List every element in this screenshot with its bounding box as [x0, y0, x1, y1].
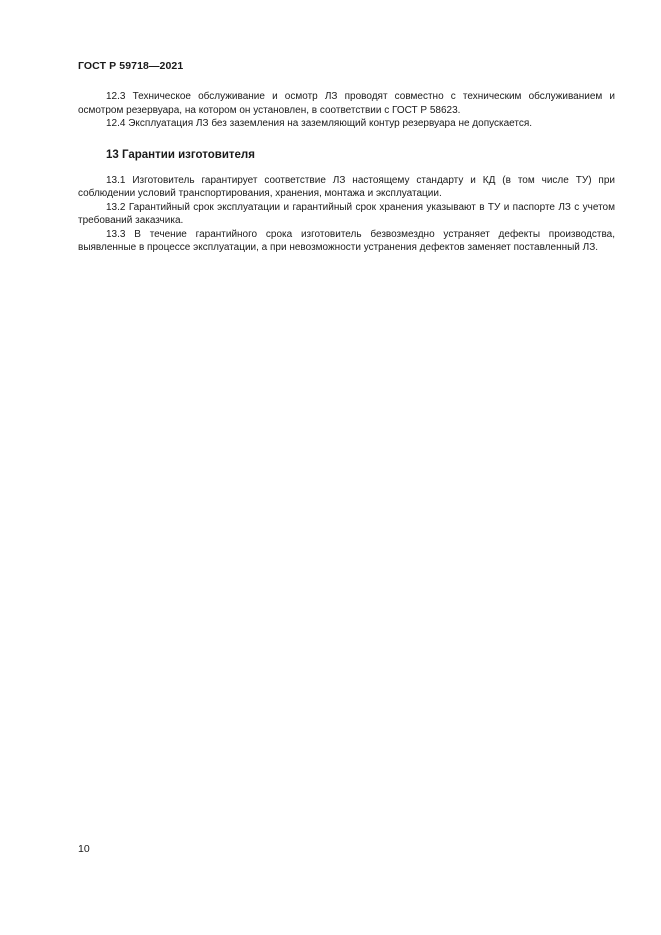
page-number: 10 [78, 843, 90, 855]
document-body [78, 90, 615, 255]
paragraph-13-1: 13.1 Изготовитель гарантирует соответствие ЛЗ настоящему стандарту и КД (в том числе ТУ) при соблюдении условий транспортирования, хранения, монтажа и эксплуатации. [78, 174, 615, 199]
document-code-header: ГОСТ Р 59718—2021 [78, 60, 184, 72]
section-heading-13: 13 Гарантии изготовителя [106, 148, 255, 161]
paragraph-12-3: 12.3 Техническое обслуживание и осмотр ЛЗ проводят совместно с техническим обслуживанием и осмотром резервуара, на котором он установлен, в соответствии с ГОСТ Р 58623. [78, 91, 615, 116]
paragraph-13-3: 13.3 В течение гарантийного срока изготовитель безвозмездно устраняет дефекты производства, выявленные в процессе эксплуатации, а при невозможности устранения дефектов заменяет поставленный ЛЗ. [78, 228, 615, 253]
paragraph-12-4: 12.4 Эксплуатация ЛЗ без заземления на заземляющий контур резервуара не допускается. [106, 118, 533, 129]
paragraph-13-2: 13.2 Гарантийный срок эксплуатации и гарантийный срок хранения указывают в ТУ и паспорте ЛЗ с учетом требований заказчика. [78, 201, 615, 226]
